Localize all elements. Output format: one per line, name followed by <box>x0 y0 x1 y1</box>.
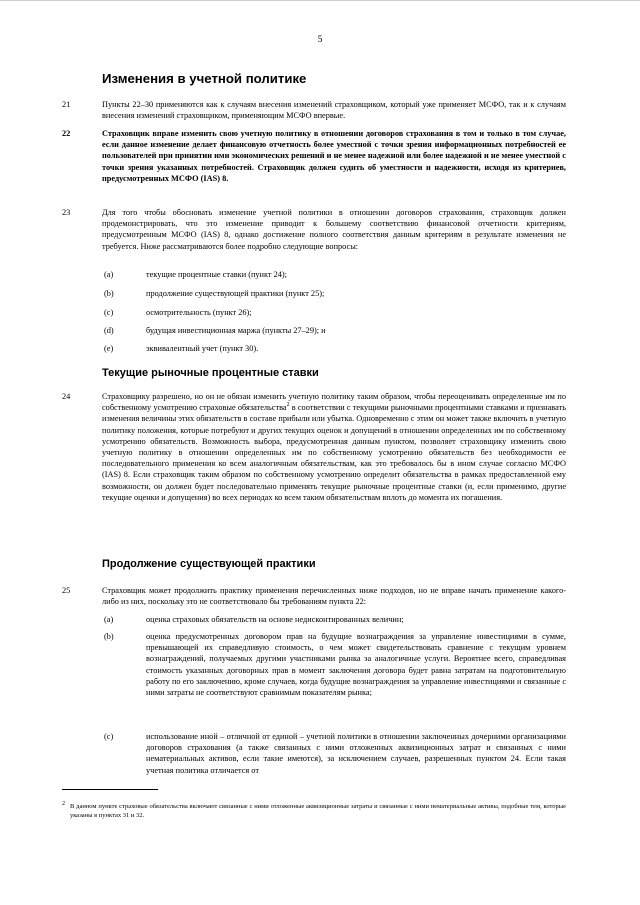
section-title: Изменения в учетной политике <box>102 71 307 86</box>
paragraph-number-21: 21 <box>62 100 71 109</box>
list-item-text: оценка предусмотренных договором прав на будущие вознаграждения за управление инвестициями в сумме, превышающей их справедливую стоимость, о чем может свидетельствовать сравнение с текущим уровнем вознаграждений, получаемых другими участниками рынка за аналогичные услуги. Вероятнее всего, справедливая стоимость указанных договорных прав в момент заключения договора будет равна затратам на подготовительную работу по его заключению, кроме случаев, когда будущие вознаграждения за управление инвестициями и связанные с ними затраты не соответствуют сравнимым показателям рынка; <box>146 632 566 698</box>
paragraph-24-text-rest: в соответствии с текущими рыночными процентными ставками и признавать изменения величины этих обязательств в составе прибыли или убытка. Одновременно с этим он может также включить в учетную политику положения, которые потребуют и других текущих оценок и допущений в отношении определенных им по собственному усмотрению обязательств. Возможность выбора, предусмотренная данным пунктом, позволяет страховщику изменить свою учетную политику в отношении определенных им по собственному усмотрению обязательств без необходимости ее последовательного применения ко всем аналогичным обязательствам, как это требовалось бы в ином случае согласно МСФО (IAS) 8. Если страховщик таким образом по собственному усмотрению определит обязательства в рамках предоставленной ему возможности, он должен будет последовательно применять текущие рыночные процентные ставки (и, если применимо, другие текущие оценки и допущения) во всех периодах ко всем таким обязательствам вплоть до момента их погашения. <box>102 403 566 502</box>
paragraph-number-23: 23 <box>62 208 71 217</box>
list-item-text: оценка страховых обязательств на основе недисконтированных величин; <box>146 615 404 624</box>
subheading-existing-practice: Продолжение существующей практики <box>102 558 316 570</box>
paragraph-21-text: Пункты 22–30 применяются как к случаям внесения изменений страховщиком, который уже применяет МСФО, так и к случаям внесения изменений страховщиком, применяющим МСФО впервые. <box>102 100 566 121</box>
footnote-mark: 2 <box>62 801 65 807</box>
list-item-text: эквивалентный учет (пункт 30). <box>146 344 259 353</box>
list-item-letter: (e) <box>104 344 114 353</box>
list-item-letter: (c) <box>104 732 114 741</box>
footnote-text: В данном пункте страховые обязательства включают связанные с ними отложенные аквизиционные затраты и связанные с ними нематериальные активы, подобные тем, которые указаны в пунктах 31 и 32. <box>70 803 566 819</box>
scan-top-edge <box>0 0 640 1</box>
footnote-separator <box>62 789 158 790</box>
list-item-text: осмотрительность (пункт 26); <box>146 308 252 317</box>
page-number: 5 <box>317 35 323 45</box>
paragraph-23-text: Для того чтобы обосновать изменение учетной политики в отношении договоров страхования, страховщик должен продемонстрировать, что это изменение приводит к большему соответствию финансовой отчетности критериям, предусмотренным МСФО (IAS) 8, однако достижение полного соответствия данным критериям в результате изменения не требуется. Ниже рассматриваются более подробно следующие вопросы: <box>102 208 566 251</box>
subheading-current-rates: Текущие рыночные процентные ставки <box>102 367 319 379</box>
paragraph-number-22: 22 <box>62 129 71 138</box>
paragraph-25-text: Страховщик может продолжить практику применения перечисленных ниже подходов, но не вправе начать применение какого-либо из них, поскольку это не соответствовало бы требованиям пункта 22: <box>102 586 566 607</box>
list-item-letter: (c) <box>104 308 114 317</box>
list-item-letter: (a) <box>104 615 114 624</box>
paragraph-24-text-start: Страховщику разрешено, но он не обязан изменить учетную политику таким образом, чтобы переоценивать определенные им по собственному усмотрению страховые обязательства <box>102 392 566 413</box>
list-item-letter: (a) <box>104 270 114 279</box>
list-item-letter: (d) <box>104 326 114 335</box>
paragraph-24-text <box>102 391 566 503</box>
paragraph-number-24: 24 <box>62 392 71 401</box>
list-item-letter: (b) <box>104 289 114 298</box>
paragraph-number-25: 25 <box>62 586 71 595</box>
list-item-text: продолжение существующей практики (пункт 25); <box>146 289 325 298</box>
list-item-text: использование иной – отличной от единой – учетной политики в отношении заключенных дочерними организациями договоров страхования (а также связанных с ними отложенных аквизиционных затрат и связанных с ними нематериальных активов, если такие имеются), за исключением случаев, разрешенных пунктом 24. Если такая учетная политика отличается от <box>146 732 566 775</box>
list-item-text: текущие процентные ставки (пункт 24); <box>146 270 287 279</box>
list-item-letter: (b) <box>104 632 114 641</box>
paragraph-22-text: Страховщик вправе изменить свою учетную политику в отношении договоров страхования в том и только в том случае, если данное изменение делает финансовую отчетность более уместной с точки зрения информационных потребностей ее пользователей при принятии ими экономических решений и не менее надежной или более надежной и не менее уместной с точки зрения указанных потребностей. Страховщик должен судить об уместности и надежности, исходя из критериев, предусмотренных МСФО (IAS) 8. <box>102 129 566 183</box>
list-item-text: будущая инвестиционная маржа (пункты 27–29); и <box>146 326 326 335</box>
footnote-reference: 2 <box>286 402 290 409</box>
